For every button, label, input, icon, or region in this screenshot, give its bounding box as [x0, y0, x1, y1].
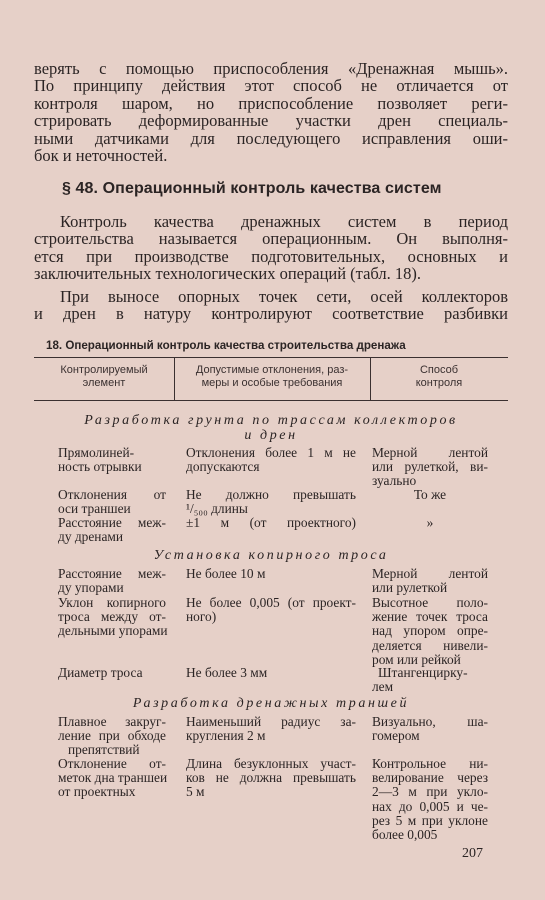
text-line: контроля шаром, но приспособление позволяет реги- — [34, 93, 508, 113]
row-method-cell: Мерной лентой или рулеткой, ви- зуально — [372, 445, 488, 489]
page-number: 207 — [462, 846, 483, 861]
row-method-cell: Визуально, ша- гомером — [372, 714, 488, 744]
row-element-cell: Диаметр троса — [58, 665, 143, 680]
row-method-cell: То же — [413, 487, 447, 502]
text-line: верять с помощью приспособления «Дренажная мышь». — [34, 59, 508, 78]
text-line: При выносе опорных точек сети, осей коллекторов — [60, 287, 508, 306]
row-element-cell: Отклонения от оси траншеи — [58, 487, 166, 517]
table-section-title: Установка копирного троса — [153, 548, 389, 563]
text-line: По принципу действия этот способ не отличается от — [34, 76, 508, 96]
row-tolerance-cell: Отклонения более 1 м не допускаются — [186, 445, 356, 475]
row-tolerance-cell: Не более 10 м — [186, 566, 266, 581]
row-element-cell: Плавное закруг- ление при обходе препятствий — [58, 714, 166, 758]
row-element-cell: Отклонение от- меток дна траншеи от проектных — [58, 756, 168, 800]
row-element-cell: Уклон копирного троса между от- дельными упорами — [58, 595, 168, 639]
row-method-cell: Мерной лентой или рулеткой — [372, 566, 488, 596]
text-line: ными датчиками для последующего исправления оши- — [34, 128, 508, 148]
row-element-cell: Расстояние меж- ду упорами — [58, 566, 166, 596]
section-heading: § 48. Операционный контроль качества систем — [62, 180, 442, 197]
table-section-title: Разработка дренажных траншей — [132, 696, 410, 711]
paragraph-staking — [34, 288, 508, 323]
intro-paragraph — [34, 60, 508, 164]
text-line: и дрен в натуру контролируют соответствие разбивки — [34, 304, 508, 324]
row-element-cell: Расстояние меж- ду дренами — [58, 515, 166, 545]
row-method-cell: » — [426, 515, 434, 530]
text-line: бок и неточностей. — [34, 146, 168, 166]
table-section-title: Разработка грунта по трассам коллекторов и дрен — [84, 413, 458, 443]
table-caption: 18. Операционный контроль качества строительства дренажа — [46, 339, 406, 352]
row-method-cell: Высотное поло- жение точек троса над упором опре- деляется нивели- ром или рейкой — [372, 595, 488, 667]
text-line: ется при производстве подготовительных, основных и — [34, 246, 508, 266]
row-tolerance-cell: Не более 0,005 (от проект- ного) — [186, 595, 356, 625]
text-line: заключительных технологических операций (табл. 18). — [34, 264, 422, 284]
header-cell-method: Способ контроля — [415, 364, 463, 389]
paragraph-operational-control — [34, 213, 508, 283]
header-cell-element: Контролируемый элемент — [60, 364, 148, 389]
row-tolerance-cell: Не более 3 мм — [186, 665, 268, 680]
row-method-cell: Контрольное ни- велирование через 2—3 м при укло- нах до 0,005 и че- рез 5 м при уклоне более 0,005 — [372, 756, 488, 843]
row-tolerance-cell: Длина безуклонных участ- ков не должна превышать 5 м — [186, 756, 356, 800]
text-line: стрировать деформированные участки дрен специаль- — [34, 111, 508, 131]
text-line: Контроль качества дренажных систем в период — [60, 212, 508, 231]
table-header — [34, 357, 508, 401]
row-tolerance-cell: Наименьший радиус за- кругления 2 м — [186, 714, 356, 744]
row-element-cell: Прямолиней- ность отрывки — [58, 445, 142, 475]
row-tolerance-cell: ±1 м (от проектного) — [186, 515, 356, 530]
row-method-cell: Штангенцирку- лем — [372, 665, 468, 695]
text-line: строительства называется операционным. Он выполня- — [34, 229, 508, 249]
row-tolerance-cell: Не должно превышать ¹/₅₀₀ длины — [186, 487, 356, 517]
header-cell-tolerance: Допустимые отклонения, раз- меры и особые требования — [195, 364, 349, 389]
